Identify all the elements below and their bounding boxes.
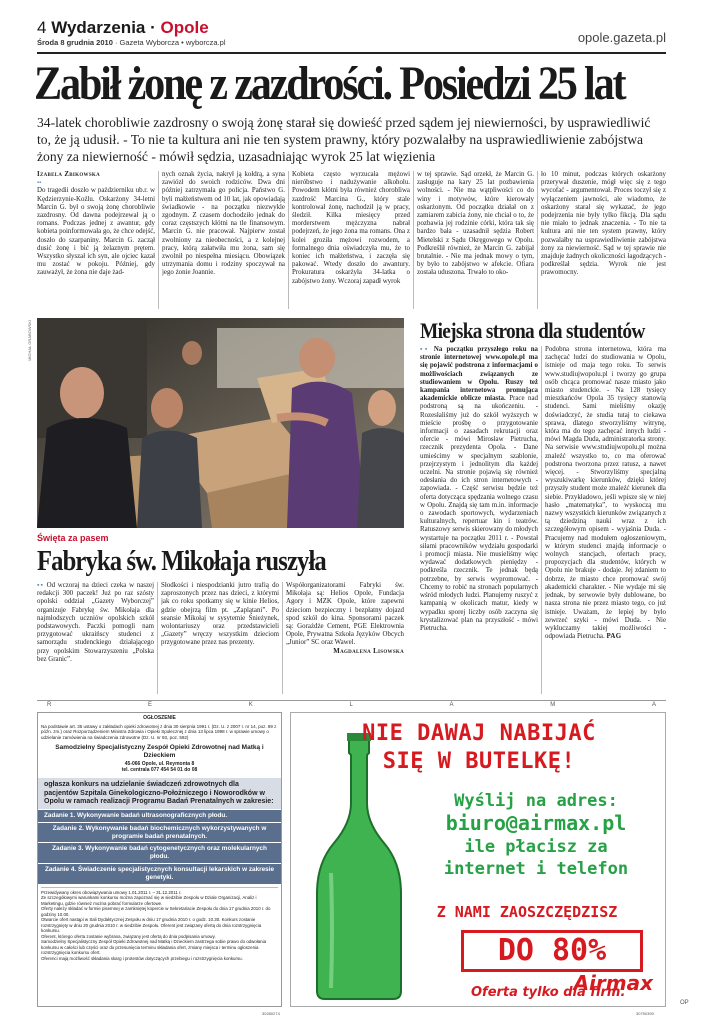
page-number: 4 bbox=[37, 18, 47, 37]
issue-date: Środa 8 grudnia 2010 bbox=[37, 38, 113, 47]
second-headline: Fabryka św. Mikołaja ruszyła bbox=[37, 546, 326, 577]
notice-task-3: Zadanie 3. Wykonywanie badań cytogenetycznych oraz molekularnych płodu. bbox=[38, 842, 281, 863]
ad-headline-1: NIE DAWAJ NABIJAĆ bbox=[362, 721, 596, 746]
notice-fine-line: Ze szczegółowymi warunkami konkursu można zapoznać się w siedzibie Zespołu w Dziale Organizacji, Analiz i Marketingu, gdzie również można pobrać formularze ofertowe. bbox=[41, 895, 257, 906]
notice-task-1: Zadanie 1. Wykonywanie badań ultrasonograficznych płodu. bbox=[38, 809, 281, 822]
second-article-lead: Od wczoraj na dzieci czeka w naszej redakcji 300 paczek! bbox=[37, 582, 154, 598]
notice-phone: tel. centrala 077 454 54 01 do 08 bbox=[121, 767, 198, 774]
column-rule bbox=[413, 171, 414, 309]
separator-glyph: ▪▪ bbox=[37, 582, 47, 589]
second-article-column-1 bbox=[37, 582, 154, 696]
second-byline: Magdalena Lisowska bbox=[333, 647, 404, 655]
third-headline: Miejska strona dla studentów bbox=[420, 318, 645, 343]
notice-fine-line: Oferenci mają możliwość składania skarg i protestów dotyczących przebiegu i rozstrzygnięcia konkursu. bbox=[41, 955, 243, 961]
site-url[interactable]: opole.gazeta.pl bbox=[577, 30, 666, 45]
third-byline: PAG bbox=[606, 633, 622, 641]
airmax-advertisement[interactable] bbox=[290, 712, 666, 1007]
ad-band-letter: L bbox=[349, 702, 353, 708]
second-article-text-3: Współorganizatorami Fabryki św. Mikołaja są: Helios Opole, Fundacja Agory i MZK Opole, które zapewni dzieciom bezpieczny i bezpłatny dojazd spod szkół do kina. Sponsorami paczek są: Gorażdże Cement, PGE Elektrownia Opole, Prywatna Szkoła Języków Obcych „Junior” SC oraz Wawel. bbox=[286, 582, 404, 647]
main-article-column-5 bbox=[541, 171, 666, 311]
ad-band bbox=[37, 702, 666, 710]
third-article-text-2: Podobna strona internetowa, która ma zachęcać ludzi do studiowania w Opolu, istnieje od maja tego roku. To serwis www.studiujwopolu.pl i tworzy go grupa osób chcąca promować nasze miasto jako miasto studenckie. - Na 128 tysięcy mieszkańców Opola 35 tysięcy stanowią studenci. Sami mieliśmy okazję doświadczyć, że studia tutaj to ciekawa sprawa, dlatego stworzyliśmy witrynę, która ma do tego zachęcać innych ludzi - mówi Magda Duda, administratorka strony. Na serwisie www.studiujwopolu.pl można znaleźć wszystko to, co ma oferować podstrona tworzona przez ratusz, a nawet więcej. - Stworzyliśmy specjalną wyszukiwarkę kierunków, dzięki której przyszły student może znaleźć kierunek dla siebie. Przykładowo, jeśli wpisze się w niej hasło „matematyka”, to wyskoczą mu nazwy wszystkich kierunków związanych z tą dziedziną nauki wraz z ich szczegółowym opisem - wyjaśnia Duda. - Pracujemy nad modułem ogłoszeniowym, w którym studenci znajdą informacje o wolnych stancjach, ofertach pracy, propozycjach dla studentów, których w Opolu nie brakuje - dodaje. Jej zdaniem to dobrze, że miasto chce promować swój akademicki charakter. - Nie wydaje mi się jednak, by serwowie były dublowane, bo nasza strona nie przez miasto tego, co już istnieje. Uważam, że lepiej by było zewrzeć szyki - mówi Duda. - Nie wykluczamy takiej możliwości - odpowiada Pietrucha. bbox=[545, 346, 666, 641]
ad-email[interactable]: biuro@airmax.pl bbox=[445, 811, 627, 835]
ad-band-rule bbox=[37, 700, 666, 701]
article-kicker: Święta za pasem bbox=[37, 533, 109, 543]
ad-code: 30750390 bbox=[636, 1011, 654, 1016]
main-article-column-2 bbox=[162, 171, 285, 311]
photo-credit: MICHAŁ GRABOWSKI bbox=[27, 320, 32, 361]
notice-fine-line: Oferty należy składać w formie pisemnej w zamkniętej kopercie w Sekretariacie Zespołu do dnia 17 grudnia 2010 r. do godziny 10.00. bbox=[41, 906, 271, 917]
second-article-text-2: Słodkości i niespodzianki jutro trafią do zaproszonych przez nas dzieci, z którymi jak co roku spotkamy się w kinie Helios, gdzie obejrzą film pt. „Zaplątani”. Po seansie Mikołaj w sysytemie Śnieżynek, wolontariuszy oraz przedstawicieli „Gazety” wręczy wszystkim dzieciom przygotowane przez nas prezenty. bbox=[161, 582, 279, 647]
notice-title: OGŁOSZENIE bbox=[143, 715, 176, 721]
header-rule bbox=[37, 52, 666, 54]
column-rule bbox=[541, 346, 542, 694]
main-article-text-1: Do tragedii doszło w październiku ub.r. w Kędzierzynie-Koźlu. Oskarżony 34-letni Marcin G. był o swoją żonę chorobliwie zazdrosny. Od dawna podejrzewał ją o romans. Podczas jednej z awantur, gdy kobieta poinformowała go, że chce odejść, doszło do szarpaniny. Marcin G. zaczął dusić żonę i bić ją żelaznym prętem. Wszystko słyszał ich syn, ale ojciec kazał mu zostać w pokoju. Później, gdy zauważył, że żona nie daje żad- bbox=[37, 187, 155, 277]
ad-save-value: DO 80% bbox=[461, 930, 643, 972]
ad-band-letter: E bbox=[148, 702, 153, 708]
column-rule bbox=[157, 582, 158, 694]
ad-band-letter: A bbox=[449, 702, 454, 708]
ad-green-line-3: ile płacisz za bbox=[464, 837, 608, 857]
third-article-text-1: Prace nad podstroną są na ukończeniu. - Rozesłaliśmy już do szkół wyższych w mieście prośbę o przygotowanie informacji o zasadach rekrutacji oraz ofercie - mówi Mirosław Pietrucha, rzecznik prezydenta Opola. - Dane umieścimy w specjalnym szablonie, przejrzystym i jednolitym dla każdej uczelni. Na stronie pojawią się również odesłania do ich stron internetowych - zapowiada. - Część serwisu będzie też oferta dotycząca spędzania wolnego czasu w Opolu. Znajdą się tam m.in. informacje o zawodach sportowych, wydarzeniach kulturalnych, repertuar kin i teatrów. Ratuszowy serwis skierowany do młodych wystartuje na początku 2011 r. - Powstał siłami pracowników wydziału gospodarki i promocji miasta. Nie musieliśmy więc wydawać dodatkowych pieniędzy - podkreśla rzecznik. Te jednak będą potrzebne, by serwis wypromować. - Chcemy to robić na stronach popularnych wśród młodych ludzi. Planujemy ruszyć z kampanią w okolicach matur, kiedy w wypadku sporej liczby osób zaczyna się krystalizować plan na przyszłość - mówi Pietrucha. bbox=[420, 395, 538, 632]
notice-fine-line: Oferent, którego oferta zostanie wybrana, związany jest ofertą do dnia podpisania umowy. bbox=[41, 933, 216, 939]
main-article-column-3 bbox=[292, 171, 410, 311]
main-headline: Zabił żonę z zazdrości. Posiedzi 25 lat bbox=[34, 57, 625, 110]
airmax-logo: Airmax bbox=[573, 971, 653, 995]
column-rule bbox=[158, 171, 159, 309]
second-article-column-2 bbox=[161, 582, 279, 696]
third-article-lead: Na początku przyszłego roku na stronie internetowej www.opole.pl ma się pojawić podstrona z informacjami o możliwościach związanych ze studiowaniem w Opolu. Ruszy też kampania internetowa promująca akademickie oblicze miasta. bbox=[420, 346, 538, 403]
ad-band-letter: K bbox=[248, 702, 253, 708]
third-article-column-1 bbox=[420, 346, 538, 696]
article-photo bbox=[37, 318, 404, 528]
notice-legal: Na podstawie art. 35 ustawy o zakładach opieki zdrowotnej z dnia 30 sierpnia 1991 r. (Dz. U. z 2007 r. nr 14, poz. 89 z późn. zm.) oraz Rozporządzeniem Ministra Zdrowia i Opieki Społecznej z dnia 13 lipca 1998 r. w sprawie umowy o udzielanie zamówienia na świadczenia zdrowotne (Dz. U. nr 93, poz. 592) bbox=[41, 723, 277, 740]
issue-line bbox=[37, 38, 225, 47]
notice-fine-line: Przewidywany okres obowiązywania umowy 1.01.2011 r. – 31.12.2011 r. bbox=[41, 889, 182, 895]
column-rule bbox=[537, 171, 538, 309]
section-name: Wydarzenia bbox=[51, 18, 146, 37]
main-article-text-5: ło 10 minut, podczas których oskarżony przerywał duszenie, mógł więc się z tego wycofać - argumentował. Proces toczył się z wyłączeniem jawności, ale wiadomo, że oskarżony starał się wykazać, że jego podejrzenia nie były tylko fikcją. Dla sądu nie miało to jednak znaczenia. - To nie ta kultura ani nie ten system prawny, który pozwalałby na usprawiedliwienie zabójstwa żony za niewierność. Sąd w tej sprawie nie znajduje żadnych okoliczności łagodzących - podkreślał sędzia. Wyrok nie jest prawomocny. bbox=[541, 171, 666, 277]
column-rule bbox=[282, 582, 283, 694]
notice-fine-line: Samodzielny Specjalistyczny Zespół Opieki Zdrowotnej nad Matką i Dzieckiem zastrzega sobie prawo do odwołania konkursu w całości lub części oraz do przesunięcia terminu składania ofert, zmiany miejsca i terminu ogłoszenia rozstrzygnięcia konkursu ofert. bbox=[41, 939, 267, 956]
ad-band-letter: A bbox=[651, 702, 656, 708]
main-article-column-4 bbox=[417, 171, 534, 311]
publisher: · Gazeta Wyborcza • wyborcza.pl bbox=[114, 38, 226, 47]
notice-task-4: Zadanie 4. Świadczenie specjalistycznych konsultacji lekarskich w zakresie genetyki. bbox=[38, 863, 281, 884]
city-name: Opole bbox=[160, 18, 209, 37]
main-lead: 34-latek chorobliwie zazdrosny o swoją żonę starał się dowieść przed sądem jej niewierności, by usprawiedliwić to, że ją udusił. - To nie ta kultura ani nie ten system prawny, który pozwalałby na usprawiedliwienie zabójstwa żony za niewierność - mówił sędzia, uzasadniając wyrok 25 lat więzienia bbox=[37, 115, 651, 164]
main-article-text-3: Kobieta często wyrzucała mężowi nieróbstwo i nadużywanie alkoholu. Powodem kłótni była również chorobliwa zazdrość Marcina G., który stale kontrolował żonę, nachodził ją w pracy, śledził. Kilka miesięcy przed morderstwem mężczyzna nabrał podejrzeń, że jego żona ma romans. Ona z kolei groziła mężowi rozwodem, a formalnego dnia oświadczyła mu, że to koniec ich małżeństwa, i zaczęła się pakować. Wtedy doszło do awantury. Prokuratura oskarżyła 34-latka o zabójstwo żony. Wczoraj zapadł wyrok bbox=[292, 171, 410, 285]
ad-green-line-4: internet i telefon bbox=[443, 859, 629, 879]
main-byline: Izabela Żbikowska bbox=[37, 171, 101, 178]
third-article-column-2 bbox=[545, 346, 666, 696]
notice-org-name: Samodzielny Specjalistyczny Zespół Opieki Zdrowotnej nad Matką i Dzieckiem bbox=[55, 744, 264, 760]
ad-firm-note: Oferta tylko dla firm. bbox=[471, 985, 626, 1000]
separator-glyph: ▪▪ bbox=[37, 180, 42, 187]
second-article-column-3 bbox=[286, 582, 404, 696]
ad-band-letter: R bbox=[47, 702, 52, 708]
notice-address: 45-066 Opole, ul. Reymonta 8 bbox=[124, 761, 195, 768]
notice-announcement: ogłasza konkurs na udzielanie świadczeń zdrowotnych dla pacjentów Szpitala Ginekologiczno-Położniczego i Noworodków w Opolu w ramach realizacji Programu Badań Prenatalnych w zakresie: bbox=[38, 778, 281, 809]
photo-illustration bbox=[37, 318, 404, 528]
ad-green-line-1: Wyślij na adres: bbox=[454, 791, 618, 811]
footer-mark: OP bbox=[680, 1000, 689, 1006]
notice-task-2: Zadanie 2. Wykonywanie badań biochemicznych wykorzystywanych w programie badań prenatalnych. bbox=[38, 822, 281, 843]
second-article-text-1: Już po raz szósty opolski oddział „Gazety Wyborczej” organizuje Fabrykę św. Mikołaja dla najmłodszych uczniów opolskich szkół podstawowych. Paczki pomogli nam przygotować ukraińscy studenci z samorządu studenckiego działającego przy opolskim Stowarzyszeniu „Polska bez Granic”. bbox=[37, 590, 154, 663]
notice-code: 30280274 bbox=[262, 1011, 280, 1016]
ad-band-letter: M bbox=[550, 702, 556, 708]
notice-fine-print bbox=[41, 887, 278, 962]
ad-save-line: Z NAMI ZAOSZCZĘDZISZ bbox=[436, 903, 618, 921]
header-separator: · bbox=[150, 18, 156, 37]
notice-fine-line: Otwarcie ofert nastąpi w Sali Dydaktycznej Zespołu w dniu 17 grudnia 2010 r. o godz. 10.30. Konkurs zostanie rozstrzygnięty w dniu 20 grudnia 2010 r. w siedzibie Zespołu. Oferent jest związany ofertą do dnia rozstrzygnięcia konkursu. bbox=[41, 917, 262, 934]
separator-glyph: ▪▪ bbox=[420, 346, 434, 353]
ad-headline-2: SIĘ W BUTELKĘ! bbox=[382, 749, 576, 774]
main-article-column-1 bbox=[37, 171, 155, 311]
page-header bbox=[37, 18, 209, 38]
main-article-text-4: w tej sprawie. Sąd orzekł, że Marcin G. zasługuje na kary 25 lat pozbawienia wolności. - Nie ma wątpliwości co do winy i motywów, które kierowały oskarżonym. Od początku działał on z zamiarem zabicia żony, nie chciał o to, że pozbawia jej rodzinie córki, która tak się bardzo bała - uzasadnił sędzia Robert Mietelski z Sądu Okręgowego w Opolu. Podkreślił również, że Marcin G. zabijał brutalnie. - Nie ma jednak mowy o tym, by było to zabójstwo w afekcie. Ofiara została uduszona. Trwało to oko- bbox=[417, 171, 534, 277]
main-article-text-2: nych oznak życia, nakrył ją kołdrą, a syna zawiózł do swoich rodziców. Dwa dni później zatrzymała go policja. Państwo G. byli małżeństwem od 10 lat, jak opowiadają świadkowie - na początku niezwykle zgodnym. Z czasem dochodziło jednak do coraz częstszych kłótni na tle finansowym. Marcin G. nie pracował. Najpierw został zwolniony za nieobecności, a z kolejnej pracy, którą załatwiła mu żona, sam się zwolnił po niespełna miesiącu. Obowiązek utrzymania domu i rodziny spoczywał na jego żonie Joannie. bbox=[162, 171, 285, 277]
column-rule bbox=[288, 171, 289, 309]
public-notice bbox=[37, 712, 282, 1007]
